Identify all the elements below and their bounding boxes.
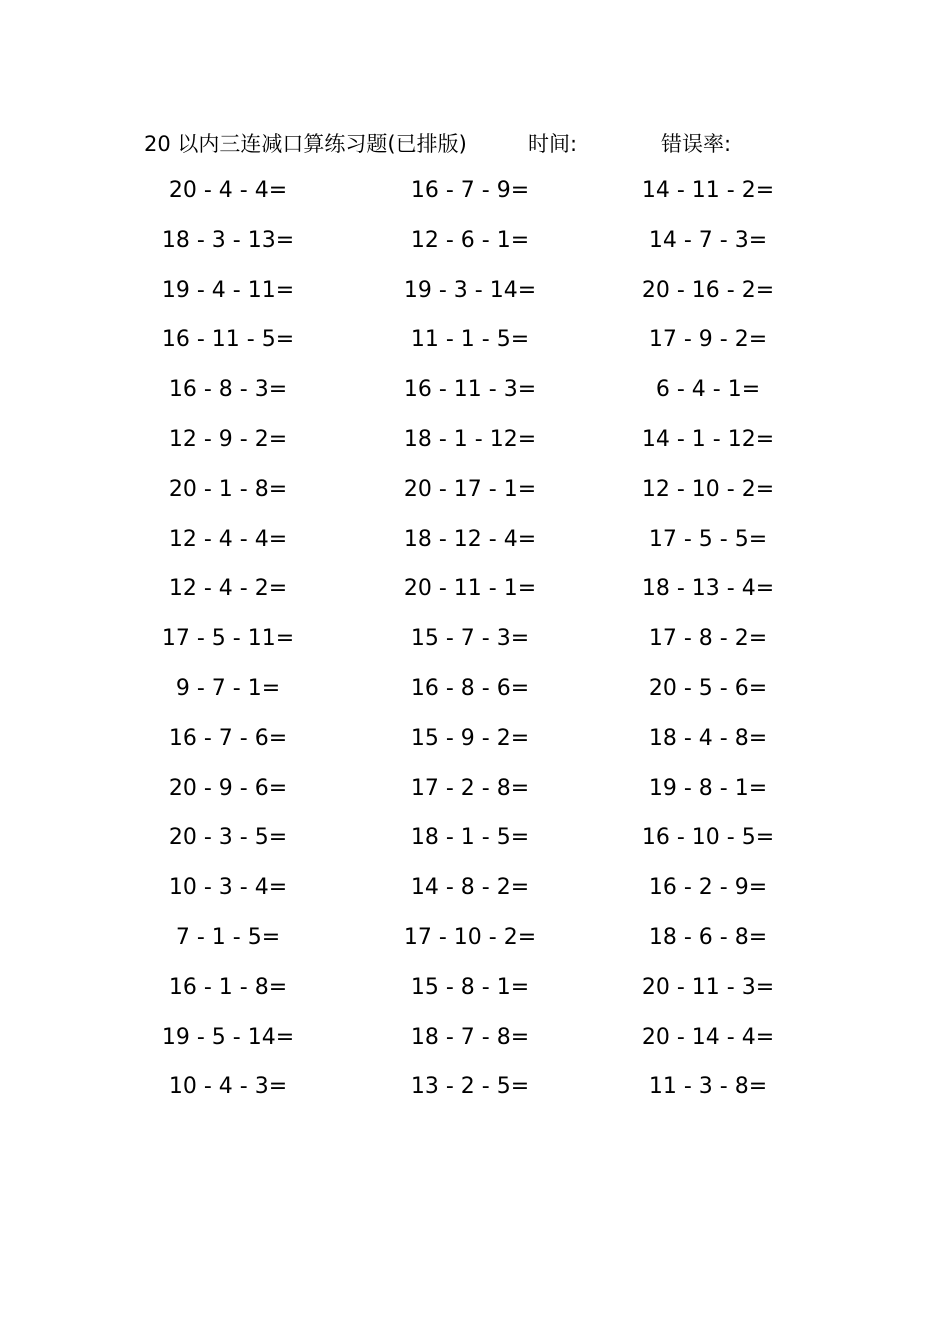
error-rate-label: 错误率:: [661, 132, 732, 156]
problem-item: 16 - 1 - 8=: [168, 974, 288, 1000]
problem-item: 12 - 6 - 1=: [410, 227, 530, 253]
problem-row: [0, 520, 950, 570]
problem-row: [0, 669, 950, 719]
problem-item: 14 - 11 - 2=: [641, 178, 775, 203]
problem-row: [0, 221, 950, 271]
problem-item: 12 - 10 - 2=: [641, 476, 775, 502]
problem-item: 10 - 3 - 4=: [168, 875, 288, 901]
problem-item: 18 - 3 - 13=: [161, 227, 295, 253]
problem-item: 17 - 9 - 2=: [648, 327, 768, 353]
problem-item: 18 - 6 - 8=: [648, 924, 768, 950]
worksheet-title: 20 以内三连减口算练习题(已排版): [144, 132, 467, 156]
problem-item: 16 - 11 - 5=: [161, 327, 295, 353]
problem-item: 18 - 12 - 4=: [403, 526, 537, 552]
problem-item: 6 - 4 - 1=: [655, 377, 761, 403]
problem-item: 20 - 17 - 1=: [403, 476, 537, 502]
problem-item: 19 - 3 - 14=: [403, 277, 537, 303]
problem-row: [0, 1018, 950, 1068]
problem-row: [0, 868, 950, 918]
problem-item: 16 - 8 - 3=: [168, 377, 288, 403]
problem-item: 17 - 10 - 2=: [403, 924, 537, 950]
problem-item: 16 - 7 - 6=: [168, 725, 288, 751]
problem-item: 11 - 1 - 5=: [410, 327, 530, 353]
problem-item: 14 - 7 - 3=: [648, 227, 768, 253]
worksheet-header: [0, 124, 950, 164]
problem-item: 16 - 2 - 9=: [648, 875, 768, 901]
problem-item: 17 - 8 - 2=: [648, 626, 768, 652]
problem-row: [0, 370, 950, 420]
problem-item: 20 - 16 - 2=: [641, 277, 775, 303]
problem-item: 12 - 4 - 4=: [168, 526, 288, 552]
problem-item: 20 - 11 - 3=: [641, 974, 775, 1000]
problem-item: 20 - 4 - 4=: [168, 178, 288, 203]
problem-item: 10 - 4 - 3=: [168, 1074, 288, 1100]
problem-item: 17 - 2 - 8=: [410, 775, 530, 801]
problem-row: [0, 271, 950, 321]
problem-item: 12 - 9 - 2=: [168, 426, 288, 452]
problem-item: 20 - 11 - 1=: [403, 576, 537, 602]
problem-item: 16 - 10 - 5=: [641, 825, 775, 851]
problem-item: 15 - 7 - 3=: [410, 626, 530, 652]
problem-item: 19 - 4 - 11=: [161, 277, 295, 303]
problem-row: [0, 320, 950, 370]
problem-item: 14 - 8 - 2=: [410, 875, 530, 901]
problem-item: 13 - 2 - 5=: [410, 1074, 530, 1100]
problem-item: 16 - 7 - 9=: [410, 178, 530, 203]
problem-item: 17 - 5 - 11=: [161, 626, 295, 652]
problem-item: 20 - 14 - 4=: [641, 1024, 775, 1050]
problem-row: [0, 569, 950, 619]
problem-row: [0, 171, 950, 221]
problem-item: 18 - 13 - 4=: [641, 576, 775, 602]
problem-item: 20 - 3 - 5=: [168, 825, 288, 851]
problem-item: 9 - 7 - 1=: [175, 675, 281, 701]
problem-grid: [0, 171, 950, 1117]
problem-row: [0, 818, 950, 868]
problem-item: 20 - 5 - 6=: [648, 675, 768, 701]
time-label: 时间:: [528, 132, 578, 156]
problem-item: 18 - 7 - 8=: [410, 1024, 530, 1050]
problem-item: 19 - 8 - 1=: [648, 775, 768, 801]
problem-item: 16 - 11 - 3=: [403, 377, 537, 403]
problem-row: [0, 1067, 950, 1117]
problem-row: [0, 719, 950, 769]
problem-item: 12 - 4 - 2=: [168, 576, 288, 602]
problem-item: 14 - 1 - 12=: [641, 426, 775, 452]
problem-row: [0, 769, 950, 819]
problem-item: 15 - 9 - 2=: [410, 725, 530, 751]
problem-item: 16 - 8 - 6=: [410, 675, 530, 701]
problem-row: [0, 420, 950, 470]
problem-row: [0, 918, 950, 968]
problem-item: 7 - 1 - 5=: [175, 924, 281, 950]
problem-item: 18 - 4 - 8=: [648, 725, 768, 751]
problem-item: 18 - 1 - 5=: [410, 825, 530, 851]
problem-item: 20 - 1 - 8=: [168, 476, 288, 502]
problem-row: [0, 470, 950, 520]
problem-item: 15 - 8 - 1=: [410, 974, 530, 1000]
problem-item: 19 - 5 - 14=: [161, 1024, 295, 1050]
problem-row: [0, 968, 950, 1018]
problem-row: [0, 619, 950, 669]
problem-item: 17 - 5 - 5=: [648, 526, 768, 552]
problem-item: 11 - 3 - 8=: [648, 1074, 768, 1100]
problem-item: 18 - 1 - 12=: [403, 426, 537, 452]
problem-item: 20 - 9 - 6=: [168, 775, 288, 801]
